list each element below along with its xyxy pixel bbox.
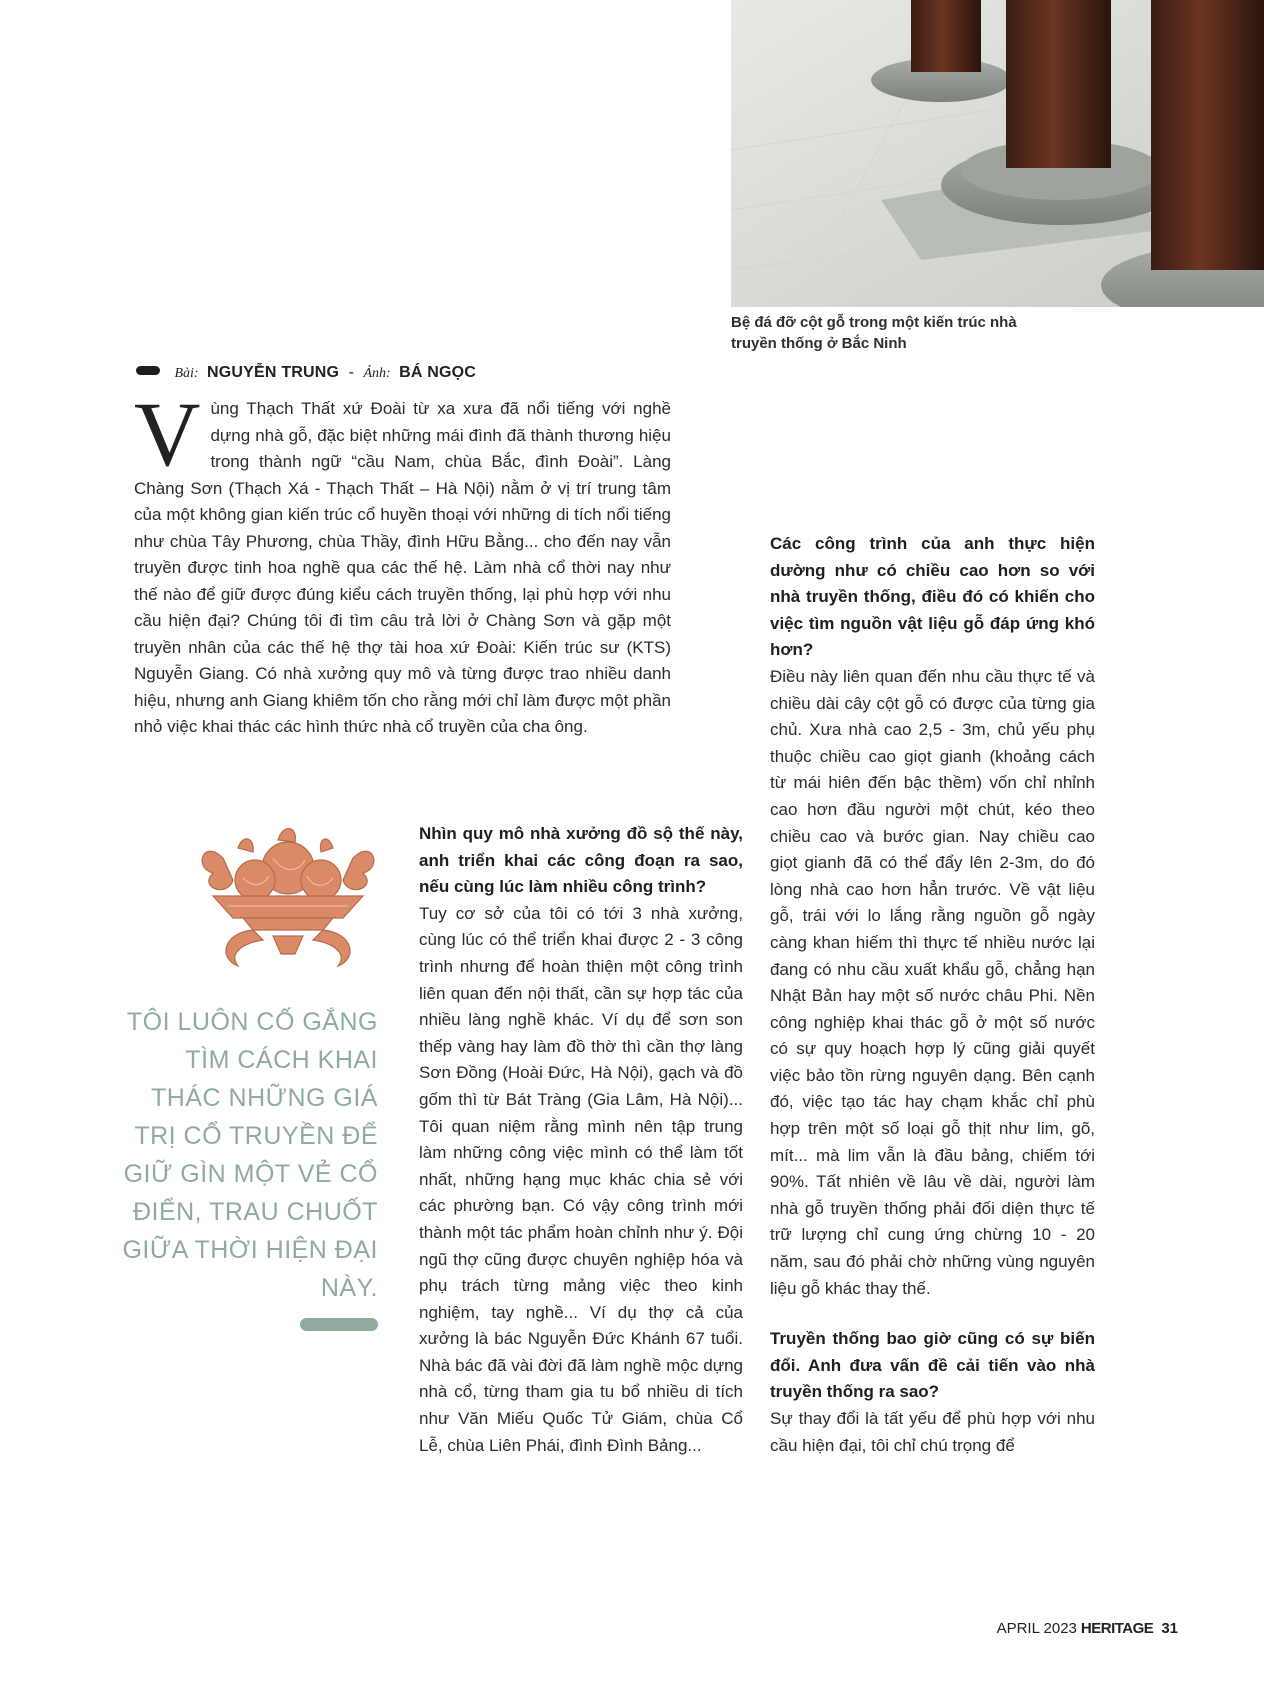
paragraph-gap <box>770 1302 1095 1326</box>
byline-separator: - <box>348 364 354 381</box>
interview-answer: Sự thay đổi là tất yếu để phù hợp với nhu cầu hiện đại, tôi chỉ chú trọng để <box>770 1409 1095 1455</box>
page-number: 31 <box>1161 1620 1178 1637</box>
drop-cap: V <box>134 383 201 485</box>
photo-illustration <box>731 0 1264 307</box>
article-column-3 <box>770 531 1095 1459</box>
magazine-name: HERITAGE <box>1080 1620 1154 1637</box>
byline-marker <box>136 366 160 375</box>
photo-caption: Bệ đá đỡ cột gỗ trong một kiến trúc nhà truyền thống ở Bắc Ninh <box>731 314 1017 352</box>
interview-question: Truyền thống bao giờ cũng có sự biến đổi. Anh đưa vấn đề cải tiến vào nhà truyền thống ra sao? <box>770 1329 1095 1402</box>
byline <box>136 364 476 382</box>
pull-quote: TÔI LUÔN CỐ GẮNG TÌM CÁCH KHAI THÁC NHỮNG GIÁ TRỊ CỔ TRUYỀN ĐỂ GIỮ GÌN MỘT VẺ CỔ ĐIỂN, TRAU CHUỐT GIỮA THỜI HIỆN ĐẠI NÀY. <box>122 1008 378 1302</box>
issue-date: APRIL 2023 <box>996 1620 1077 1637</box>
author-role: Bài: <box>174 366 199 381</box>
intro-text: ùng Thạch Thất xứ Đoài từ xa xưa đã nổi tiếng với nghề dựng nhà gỗ, đặc biệt những mái đình đã thành thương hiệu trong thành ngữ “cầu Nam, chùa Bắc, đình Đoài”. Làng Chàng Sơn (Thạch Xá - Thạch Thất – Hà Nội) nằm ở vị trí trung tâm của một không gian kiến trúc cổ huyền thoại với những di tích nổi tiếng như chùa Tây Phương, chùa Thầy, đình Hữu Bằng... cho đến nay vẫn truyền được tinh hoa nghề qua các thế hệ. Làm nhà cổ thời nay như thế nào để giữ được đúng kiểu cách truyền thống, lại phù hợp với nhu cầu hiện đại? Chúng tôi đi tìm câu trả lời ở Chàng Sơn và gặp một truyền nhân của các thế hệ thợ tài hoa xứ Đoài: Kiến trúc sư (KTS) Nguyễn Giang. Có nhà xưởng quy mô và từng được trao nhiều danh hiệu, nhưng anh Giang khiêm tốn cho rằng mới chỉ làm được một phần nhỏ việc khai thác các hình thức nhà cổ truyền của cha ông. <box>134 399 671 736</box>
author-name: NGUYỄN TRUNG <box>207 364 340 381</box>
photographer-name: BÁ NGỌC <box>399 364 477 381</box>
interview-answer: Tuy cơ sở của tôi có tới 3 nhà xưởng, cùng lúc có thể triển khai được 2 - 3 công trình nhưng để hoàn thiện một công trình liên quan đến nội thất, cần sự hợp tác của nhiều làng nghề khác. Ví dụ để sơn son thếp vàng hay làm đồ thờ thì cần thợ làng Sơn Đồng (Hoài Đức, Hà Nội), gạch và đồ gốm thì từ Bát Tràng (Gia Lâm, Hà Nội)... Tôi quan niệm rằng mình nên tập trung làm những công việc mình có thể làm tốt nhất, những hạng mục khác chia sẻ với các phường bạn. Có vậy công trình mới thành một tác phẩm hoàn chỉnh như ý. Đội ngũ thợ cũng được chuyên nghiệp hóa và phụ trách từng mảng việc theo kinh nghiệm, tay nghề... Ví dụ thợ cả của xưởng là bác Nguyễn Đức Khánh 67 tuổi. Nhà bác đã vài đời đã làm nghề mộc dựng nhà cổ, từng tham gia tu bổ nhiều di tích như Văn Miếu Quốc Tử Giám, chùa Cổ Lễ, chùa Liên Phái, đình Đình Bảng... <box>419 903 743 1455</box>
pull-quote-bar <box>300 1318 378 1331</box>
interview-question: Nhìn quy mô nhà xưởng đồ sộ thế này, anh triển khai các công đoạn ra sao, nếu cùng lúc làm nhiều công trình? <box>419 824 743 897</box>
interview-answer: Điều này liên quan đến nhu cầu thực tế và chiều dài cây cột gỗ có được của từng gia chủ. Xưa nhà cao 2,5 - 3m, chủ yếu phụ thuộc chiều cao giọt gianh (khoảng cách từ mái hiên đến bậc thềm) vốn chỉ nhỉnh cao hơn đầu người một chút, kéo theo chiều cao và bước gian. Nay chiều cao giọt gianh đã có thể đẩy lên 2-3m, do đó lòng nhà cao hơn hẳn trước. Về vật liệu gỗ, trái với lo lắng rằng nguồn gỗ ngày càng khan hiếm thì thực tế nhiều nước lại đang có nhu cầu xuất khẩu gỗ, chẳng hạn Nhật Bản hay một số nước châu Phi. Nền công nghiệp khai thác gỗ ở một số nước có sự quy hoạch hợp lý cũng giải quyết việc bảo tồn rừng nguyên dạng. Bên cạnh đó, việc tạo tác hay chạm khắc chỉ phù hợp trên một số loại gỗ thịt như lim, gõ, mít... mà lim vẫn là đầu bảng, chiếm tới 90%. Tất nhiên về lâu về dài, người làm nhà gỗ truyền thống phải đối diện thực tế trữ lượng chỉ cung ứng chừng 10 - 20 năm, sau đó phải chờ những vùng nguyên liệu gỗ khác thay thế. <box>770 666 1095 1298</box>
intro-paragraph <box>134 383 671 741</box>
stone-column-base-photo <box>731 0 1264 307</box>
article-column-2 <box>419 821 743 1459</box>
interview-question: Các công trình của anh thực hiện dường như có chiều cao hơn so với nhà truyền thống, điều đó có khiến cho việc tìm nguồn vật liệu gỗ đáp ứng khó hơn? <box>770 534 1095 660</box>
carved-fruit-bowl-ornament <box>183 818 393 974</box>
page-footer <box>997 1620 1178 1637</box>
photo-role: Ảnh: <box>363 366 391 381</box>
